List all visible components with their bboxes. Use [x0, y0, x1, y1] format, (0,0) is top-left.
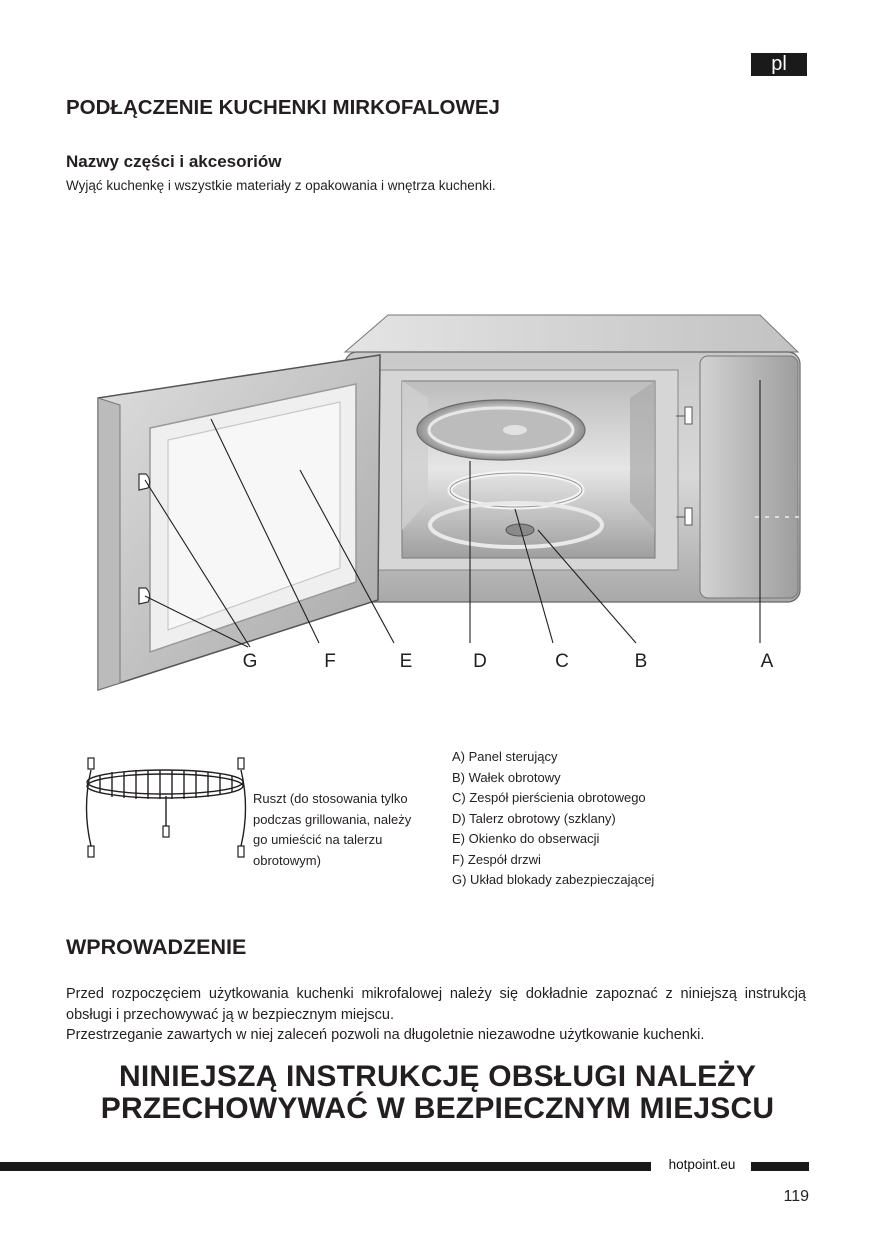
- part-letter-f: F: [324, 651, 336, 672]
- grill-rack-note: Ruszt (do stosowania tylko podczas grillowania, należy go umieścić na talerzu obrotowym): [253, 791, 412, 868]
- warning-line-1: NINIEJSZĄ INSTRUKCJĘ OBSŁUGI NALEŻY: [118, 1060, 757, 1093]
- latch-hole-top: [685, 407, 692, 424]
- part-letter-a: A: [760, 651, 774, 672]
- legend-item: B) Wałek obrotowy: [452, 769, 561, 785]
- page-number: 119: [783, 1188, 809, 1205]
- control-panel: [700, 356, 798, 598]
- legend-item: F) Zespół drzwi: [452, 851, 541, 867]
- safety-latch-top: [139, 474, 150, 490]
- legend-item: D) Talerz obrotowy (szklany): [452, 810, 616, 826]
- section-title-intro: WPROWADZENIE: [66, 935, 247, 959]
- legend-item: G) Układ blokady zabezpieczającej: [452, 872, 655, 887]
- part-letter-g: G: [242, 651, 258, 672]
- legend-item: C) Zespół pierścienia obrotowego: [452, 790, 646, 805]
- legend-item: E) Okienko do obserwacji: [452, 831, 600, 846]
- section-subtitle-parts: Nazwy części i akcesoriów: [66, 152, 282, 171]
- warning-line-2: PRZECHOWYWAĆ W BEZPIECZNYM MIEJSCU: [100, 1092, 775, 1125]
- latch-hole-bottom: [685, 508, 692, 525]
- safety-latch-bottom: [139, 588, 150, 604]
- unpack-instruction: Wyjąć kuchenkę i wszystkie materiały z opakowania i wnętrza kuchenki.: [66, 178, 496, 193]
- grill-rack-diagram: [76, 752, 256, 862]
- part-letter-e: E: [399, 651, 413, 672]
- intro-text: [66, 984, 806, 1046]
- footer-rule-left: [0, 1162, 651, 1171]
- microwave-top: [345, 315, 798, 352]
- keep-manual-warning: [40, 1061, 835, 1125]
- legend-item: A) Panel sterujący: [452, 749, 558, 764]
- language-tab: pl: [751, 53, 807, 76]
- section-title-connect: PODŁĄCZENIE KUCHENKI MIRKOFALOWEJ: [66, 96, 500, 119]
- parts-legend: [452, 747, 654, 891]
- footer-rule-right: [751, 1162, 809, 1171]
- part-letter-b: B: [634, 651, 648, 672]
- part-letter-d: D: [473, 651, 487, 672]
- intro-paragraph-1: Przed rozpoczęciem użytkowania kuchenki mikrofalowej należy się dokładnie zapoznać z niniejszą instrukcją obsługi i przechowywać ją w bezpiecznym miejscu.: [66, 986, 806, 1023]
- intro-paragraph-2: Przestrzeganie zawartych w niej zaleceń pozwoli na długoletnie niezawodne użytkowanie kuchenki.: [66, 1027, 705, 1043]
- part-letter-c: C: [555, 651, 569, 672]
- microwave-diagram: [0, 300, 875, 700]
- brand-link[interactable]: hotpoint.eu: [668, 1157, 736, 1172]
